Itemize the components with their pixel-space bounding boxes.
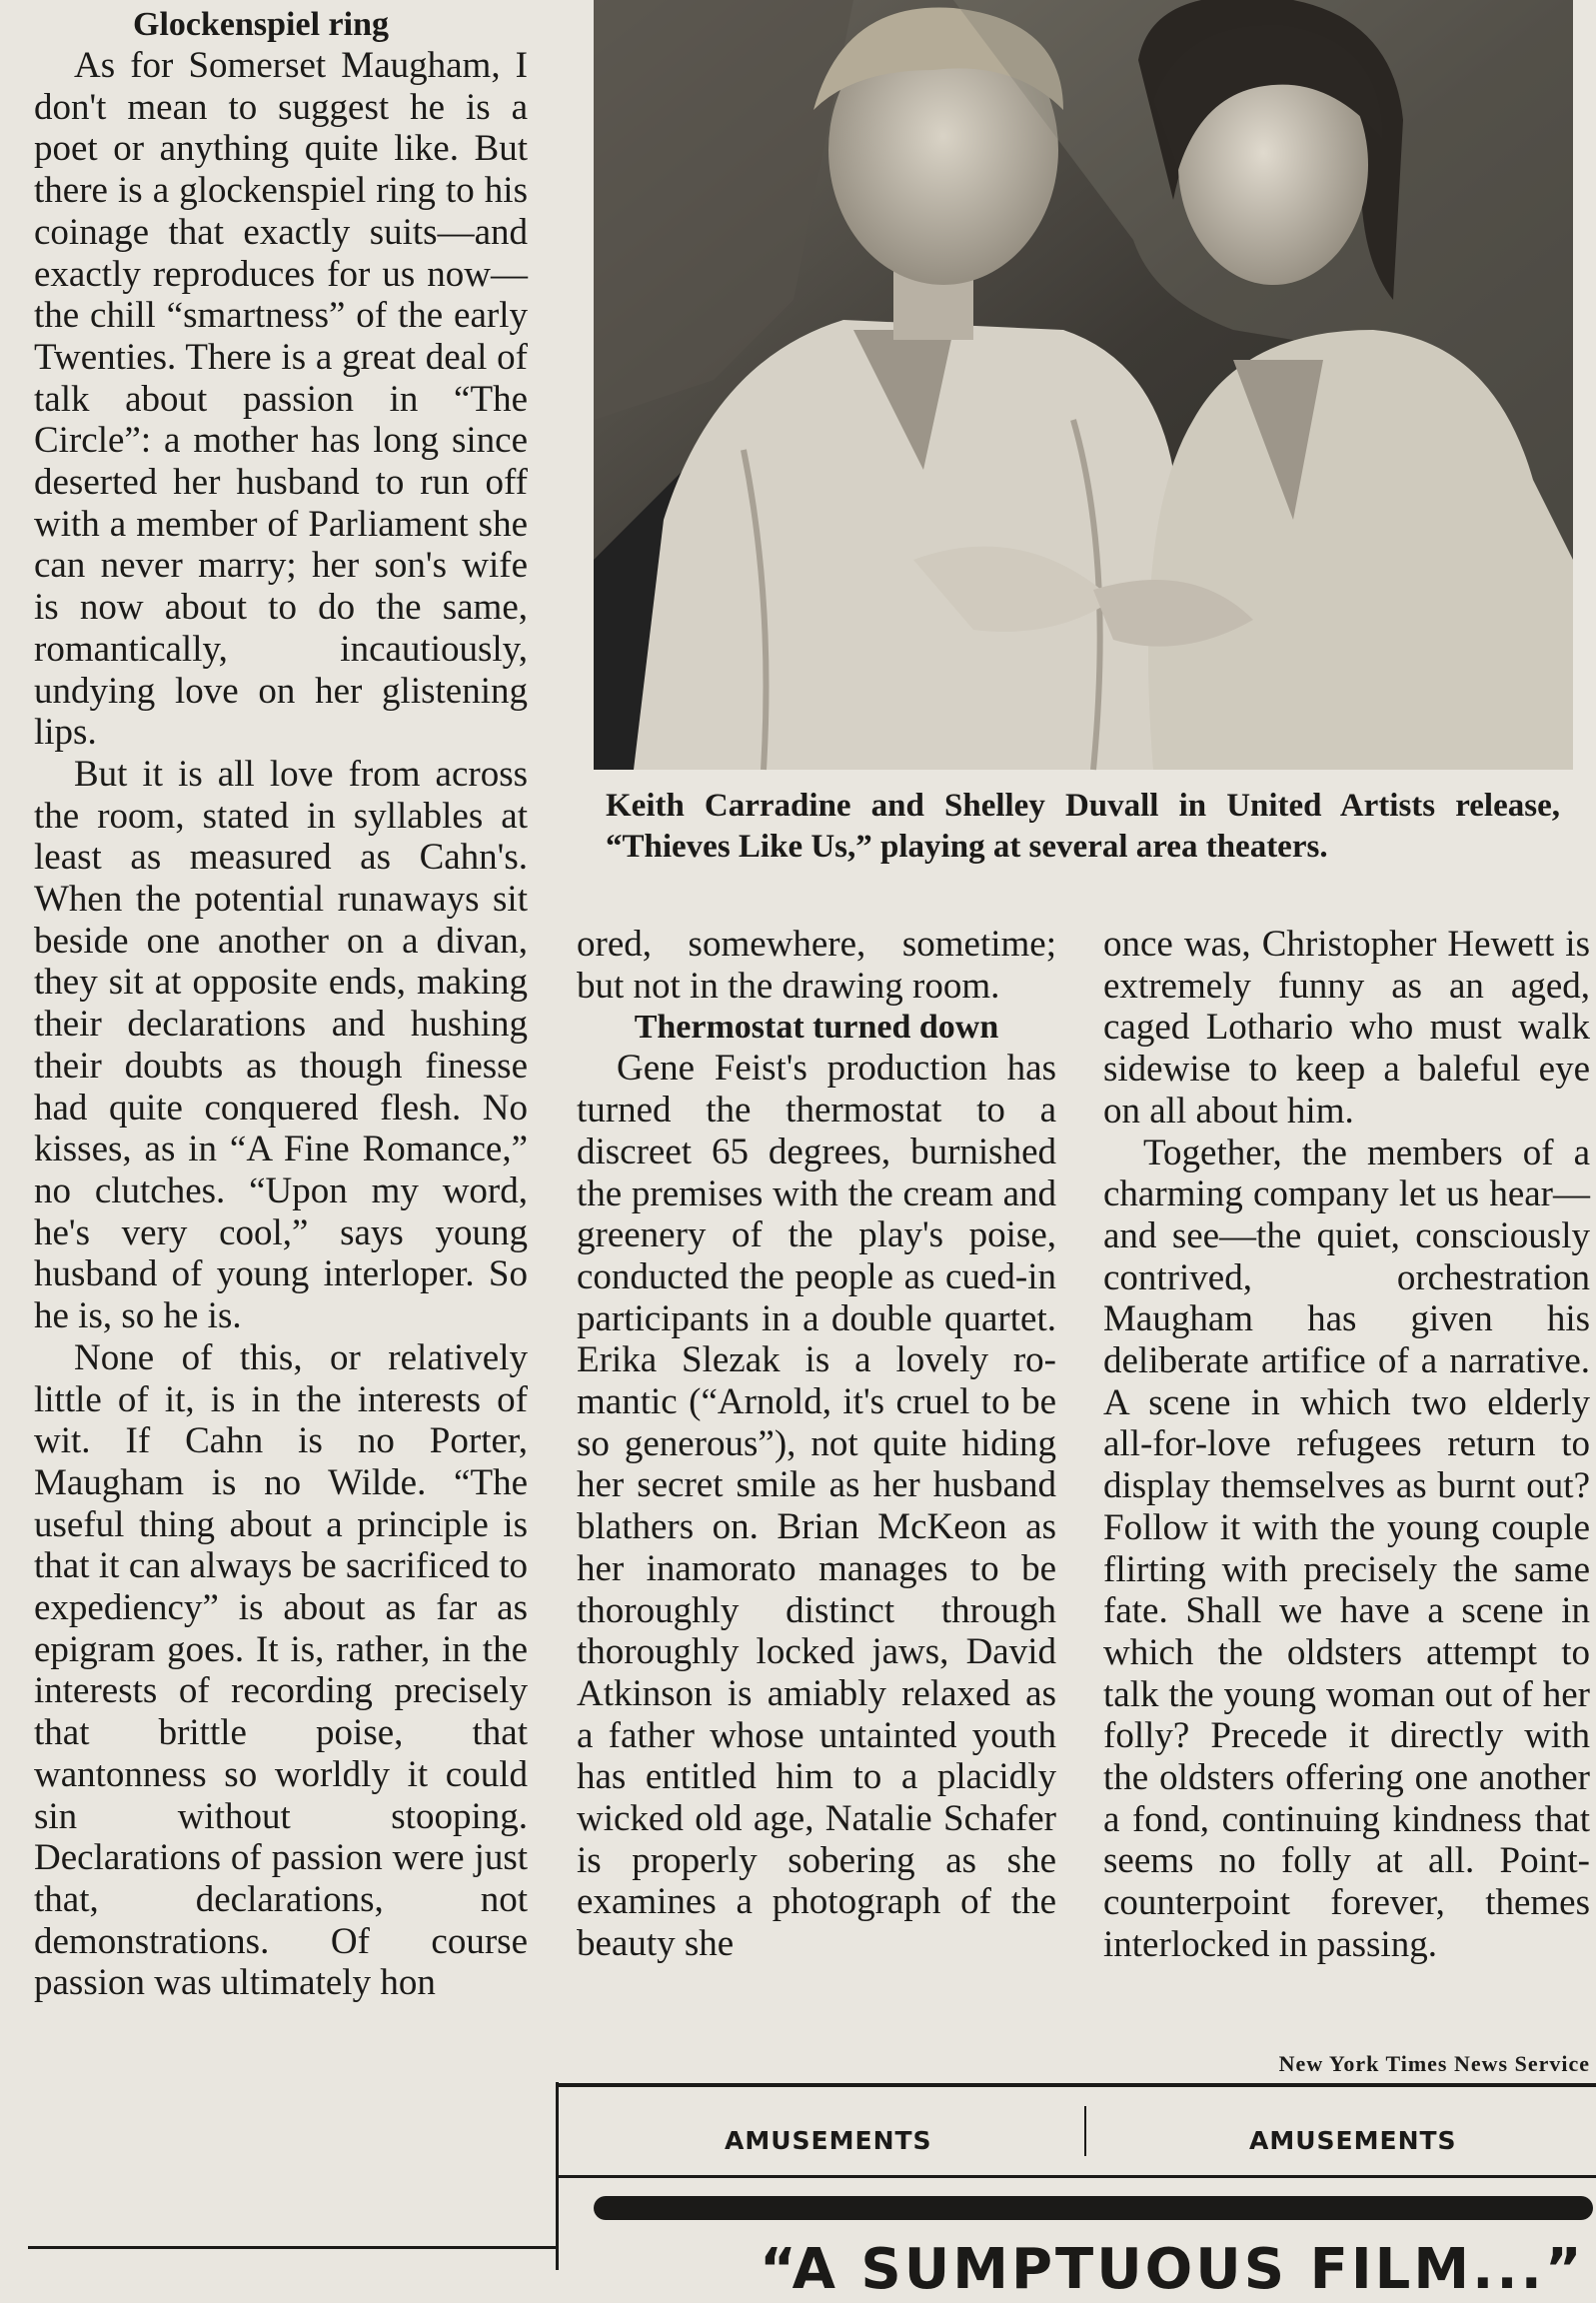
paragraph: But it is all love from across the room, stated in syllables at least as measured as Cahn's. When the potential runaways sit beside one another on a divan, they sit at opposite ends, making their declarations and hushing their doubts as though finesse had quite conquered flesh. No kisses, as in “A Fine Romance,” no clutches. “Upon my word, he's very cool,” says young husband of young interloper. So he is, so he is.: [34, 753, 528, 1337]
amusements-separator: [1084, 2106, 1086, 2156]
photo-caption: Keith Carradine and Shelley Duvall in United Artists release, “Thieves Like Us,” playing at several area theaters.: [606, 788, 1560, 865]
paragraph: Together, the members of a charming company let us hear—and see—the quiet, consciously contrived, orchestration Maugham has given his deliberate artifice of a narrative. A scene in which two elderly all-for-love refugees return to display themselves as burnt out? Follow it with the young couple flirting with precisely the same fate. Shall we have a scene in which the oldsters attempt to talk the young woman out of her folly? Precede it directly with the oldsters offering one another a fond, continuing kindness that seems no folly at all. Point-counterpoint forever, themes interlocked in passing.: [1103, 1132, 1590, 1965]
section-divider: [28, 2246, 556, 2249]
paragraph: ored, somewhere, sometime; but not in the drawing room.: [577, 924, 1056, 1007]
paragraph: None of this, or relatively little of it, is in the interests of wit. If Cahn is no Porter, Maugham is no Wilde. “The useful thing about a principle is that it can always be sacrificed to expediency” is about as far as epigram goes. It is, rather, in the interests of recording precisely that brittle poise, that wantonness so worldly it could sin without stooping. Declarations of passion were just that, declarations, not demonstrations. Of course passion was ultimately hon: [34, 1336, 528, 2004]
amusements-bottom-rule: [558, 2175, 1596, 2178]
amusements-header-left: AMUSEMENTS: [725, 2126, 932, 2155]
article-column-2: [577, 924, 1056, 1965]
photo-illustration: [594, 0, 1573, 770]
article-column-3: [1103, 924, 1590, 1966]
paragraph: once was, Christopher Hewett is extremely funny as an aged, caged Lothario who must walk sidewise to keep a baleful eye on all about him.: [1103, 924, 1590, 1132]
ad-headline: “A SUMPTUOUS FILM...”: [760, 2237, 1585, 2302]
amusements-header-right: AMUSEMENTS: [1249, 2126, 1457, 2155]
news-service-credit: New York Times News Service: [1278, 2051, 1590, 2076]
paragraph: Gene Feist's production has turned the thermostat to a discreet 65 degrees, burnished the premises with the cream and greenery of the play's poise, conducted the people as cued-in participants in a double quartet. Erika Slezak is a lovely romantic (“Arnold, it's cruel to be so generous”), not quite hiding her secret smile as her husband blathers on. Brian McKeon as her inamorato manages to be thoroughly distinct through thoroughly locked jaws, David Atkinson is amiably relaxed as a father whose untainted youth has entitled him to a placidly wicked old age, Natalie Schafer is properly sobering as she examines a photograph of the beauty she: [577, 1048, 1056, 1965]
subheading-thermostat-turned-down: Thermostat turned down: [634, 1009, 999, 1047]
subheading-glockenspiel-ring: Glockenspiel ring: [133, 6, 389, 43]
amusements-top-rule: [558, 2083, 1596, 2087]
movie-still-photo: [594, 0, 1573, 770]
article-column-1: [34, 4, 528, 2004]
paragraph: As for Somerset Maugham, I don't mean to suggest he is a poet or anything quite like. But there is a glockenspiel ring to his coinage that exactly suits—and exactly reproduces for us now—the chill “smartness” of the early Twenties. There is a great deal of talk about passion in “The Circle”: a mother has long since deserted her husband to run off with a member of Parliament she can never marry; her son's wife is now about to do the same, romantically, incautiously, undying love on her glistening lips.: [34, 45, 528, 754]
ad-border-bar: [594, 2196, 1593, 2220]
